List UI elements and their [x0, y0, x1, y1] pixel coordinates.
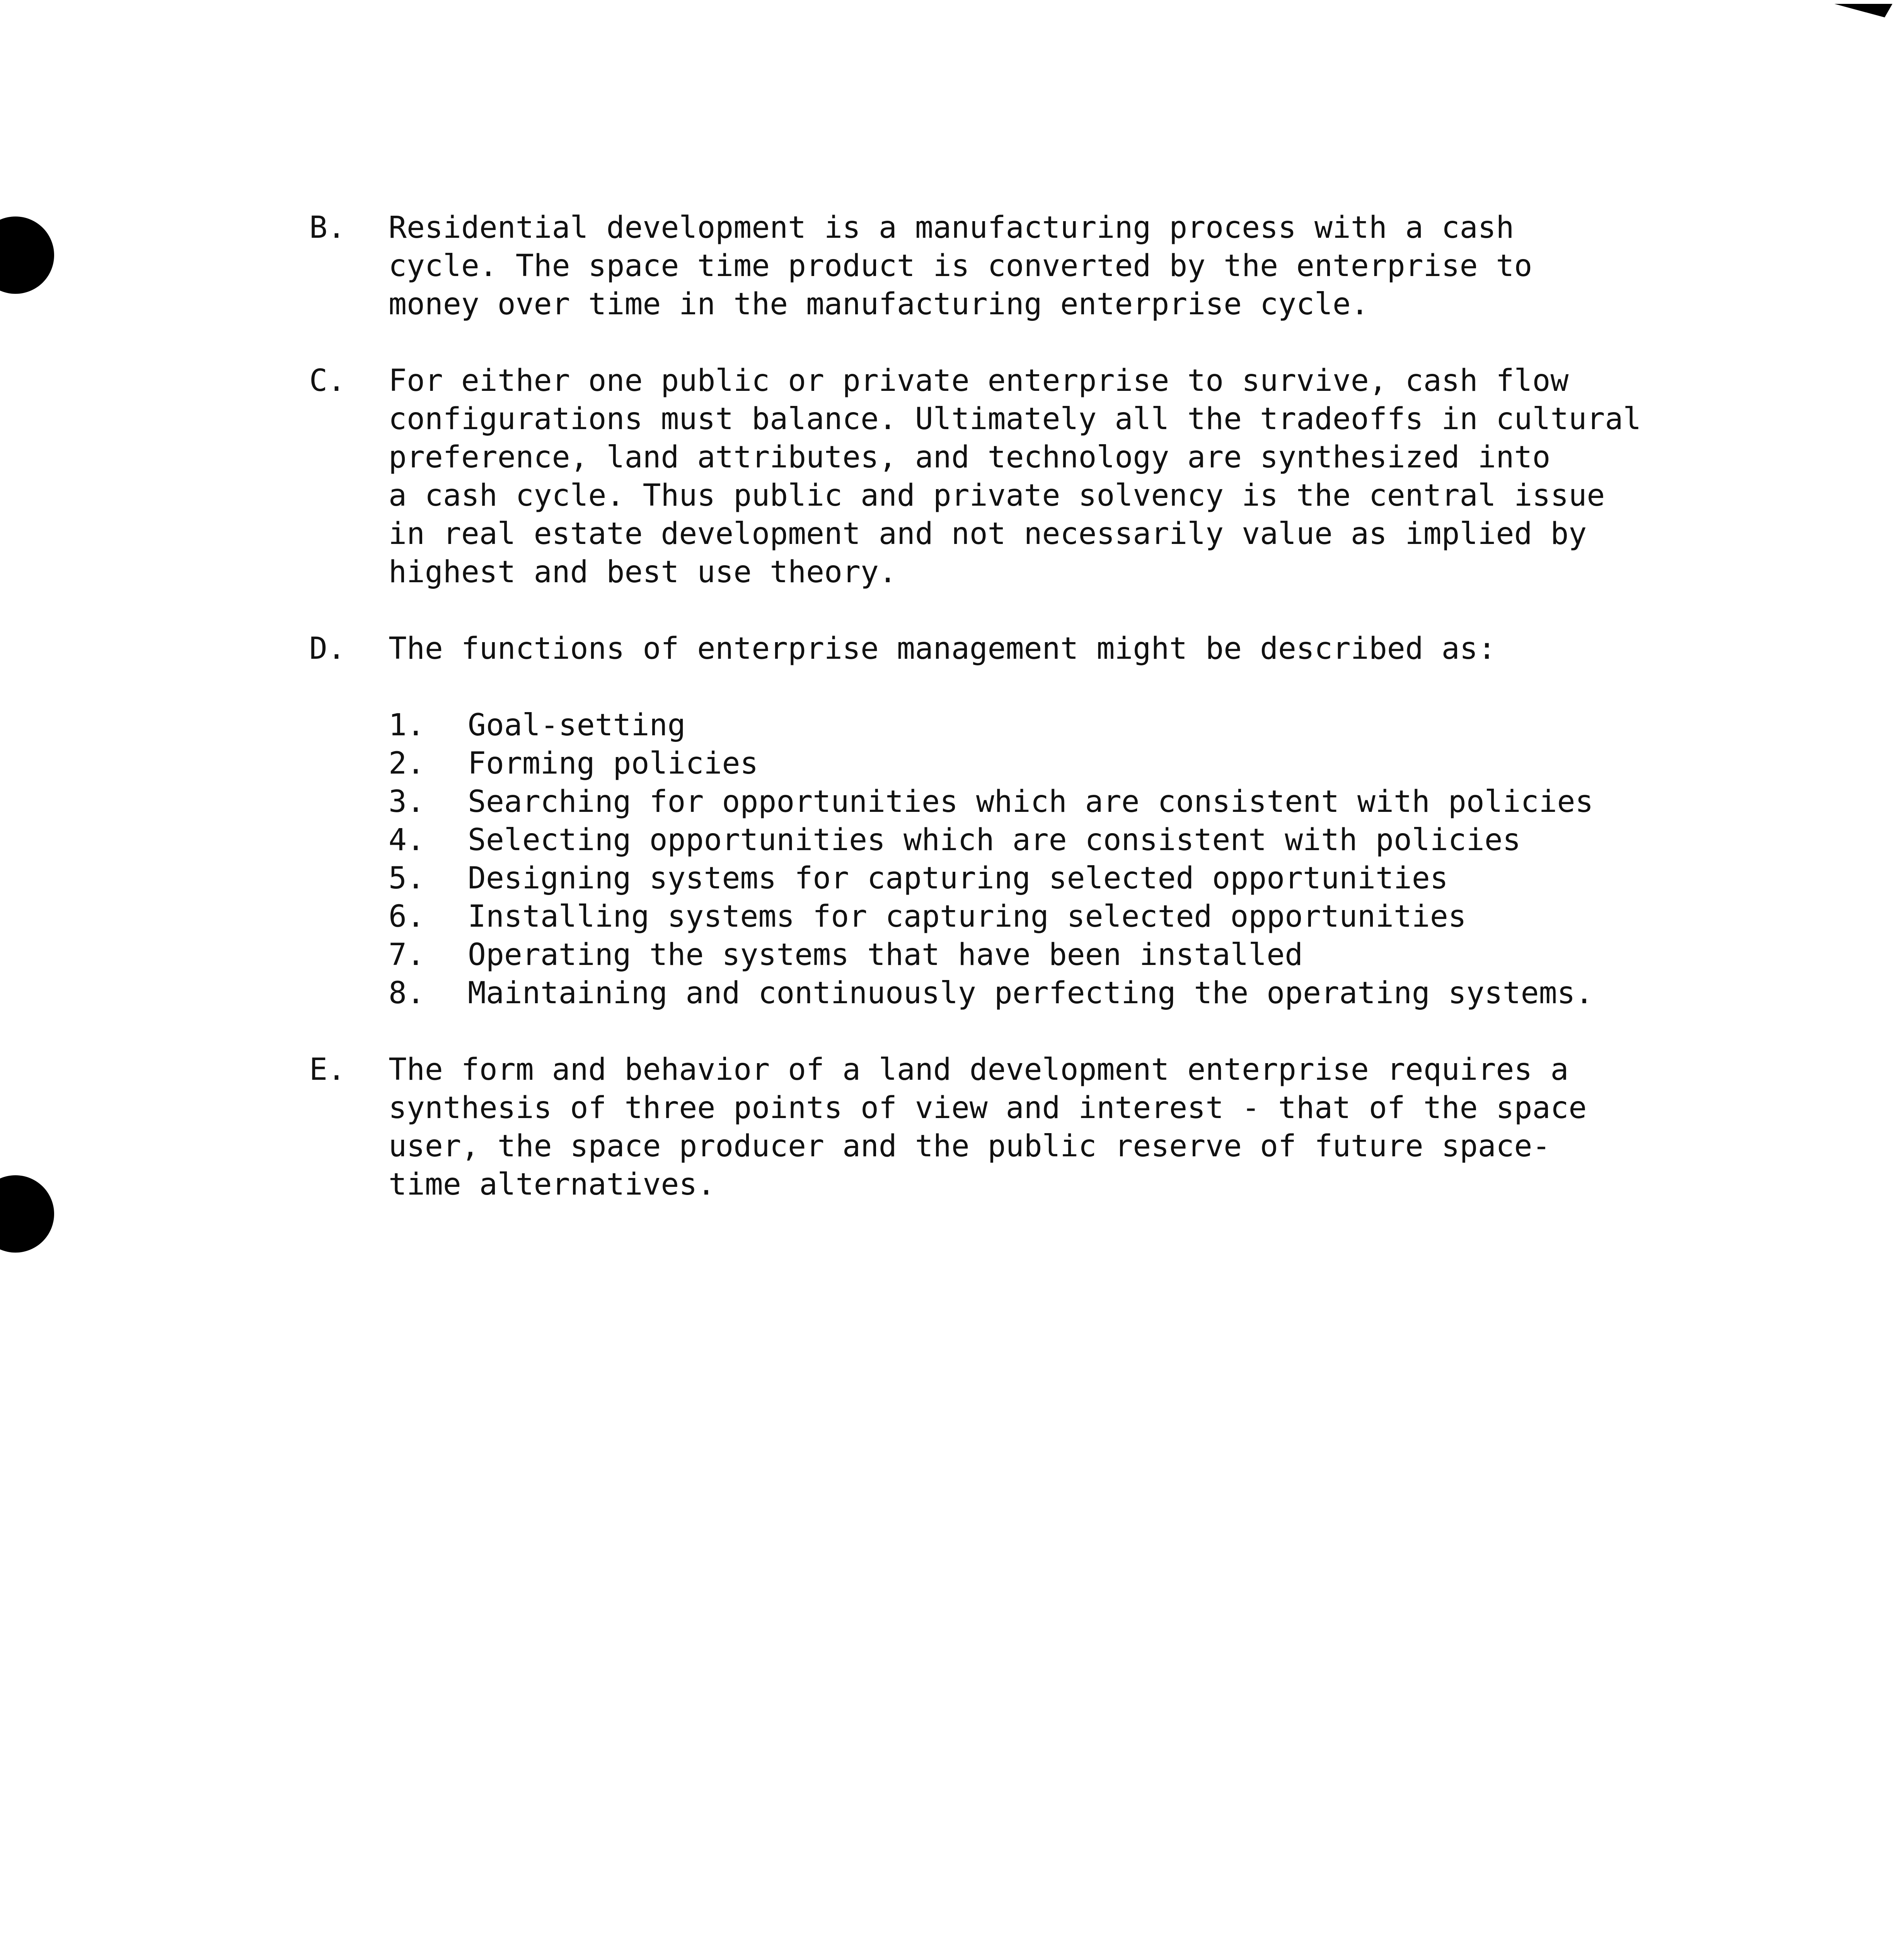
section-letter: B.	[309, 210, 346, 245]
list-item	[389, 783, 1817, 821]
list-item	[389, 859, 1817, 898]
list-item-number: 5.	[389, 861, 425, 896]
corner-arrow-mark	[1827, 0, 1904, 27]
section-text: The functions of enterprise management might be described as:	[389, 631, 1496, 666]
list-item-number: 6.	[389, 899, 425, 934]
section-text: Residential development is a manufacturing process with a cash cycle. The space time product is converted by the enterprise to money over time in the manufacturing enterprise cycle.	[389, 210, 1532, 322]
list-item-text: Forming policies	[468, 746, 759, 781]
section-d	[309, 630, 1817, 1013]
section-text: For either one public or private enterprise to survive, cash flow configurations must balance. Ultimately all the tradeoffs in cultural preference, land attributes, and technology are synthesized into a cash cycle. Thus public and private solvency is the central issue in real estate development and not necessarily value as implied by highest and best use theory.	[389, 363, 1641, 590]
list-item-text: Maintaining and continuously perfecting the operating systems.	[468, 976, 1594, 1011]
list-item-number: 1.	[389, 708, 425, 743]
section-letter: C.	[309, 363, 346, 398]
document-body	[309, 209, 1817, 1242]
list-item	[389, 898, 1817, 936]
list-item-text: Installing systems for capturing selected opportunities	[468, 899, 1466, 934]
section-c	[309, 362, 1817, 591]
list-item	[389, 936, 1817, 974]
functions-list	[389, 706, 1817, 1013]
list-item-number: 8.	[389, 976, 425, 1011]
list-item-number: 2.	[389, 746, 425, 781]
list-item-number: 7.	[389, 938, 425, 972]
list-item-number: 4.	[389, 823, 425, 857]
section-text: The form and behavior of a land development enterprise requires a synthesis of three points of view and interest - that of the space user, the space producer and the public reserve of future space- time alternatives.	[389, 1052, 1587, 1202]
list-item	[389, 745, 1817, 783]
list-item	[389, 974, 1817, 1013]
list-item-number: 3.	[389, 784, 425, 819]
section-e	[309, 1051, 1817, 1204]
section-b	[309, 209, 1817, 324]
list-item-text: Searching for opportunities which are consistent with policies	[468, 784, 1594, 819]
section-letter: D.	[309, 631, 346, 666]
list-item	[389, 706, 1817, 745]
punch-hole	[0, 1175, 54, 1253]
list-item-text: Selecting opportunities which are consistent with policies	[468, 823, 1521, 857]
list-item-text: Designing systems for capturing selected opportunities	[468, 861, 1448, 896]
punch-hole	[0, 216, 54, 294]
section-letter: E.	[309, 1052, 346, 1087]
list-item-text: Goal-setting	[468, 708, 686, 743]
list-item-text: Operating the systems that have been installed	[468, 938, 1303, 972]
list-item	[389, 821, 1817, 859]
